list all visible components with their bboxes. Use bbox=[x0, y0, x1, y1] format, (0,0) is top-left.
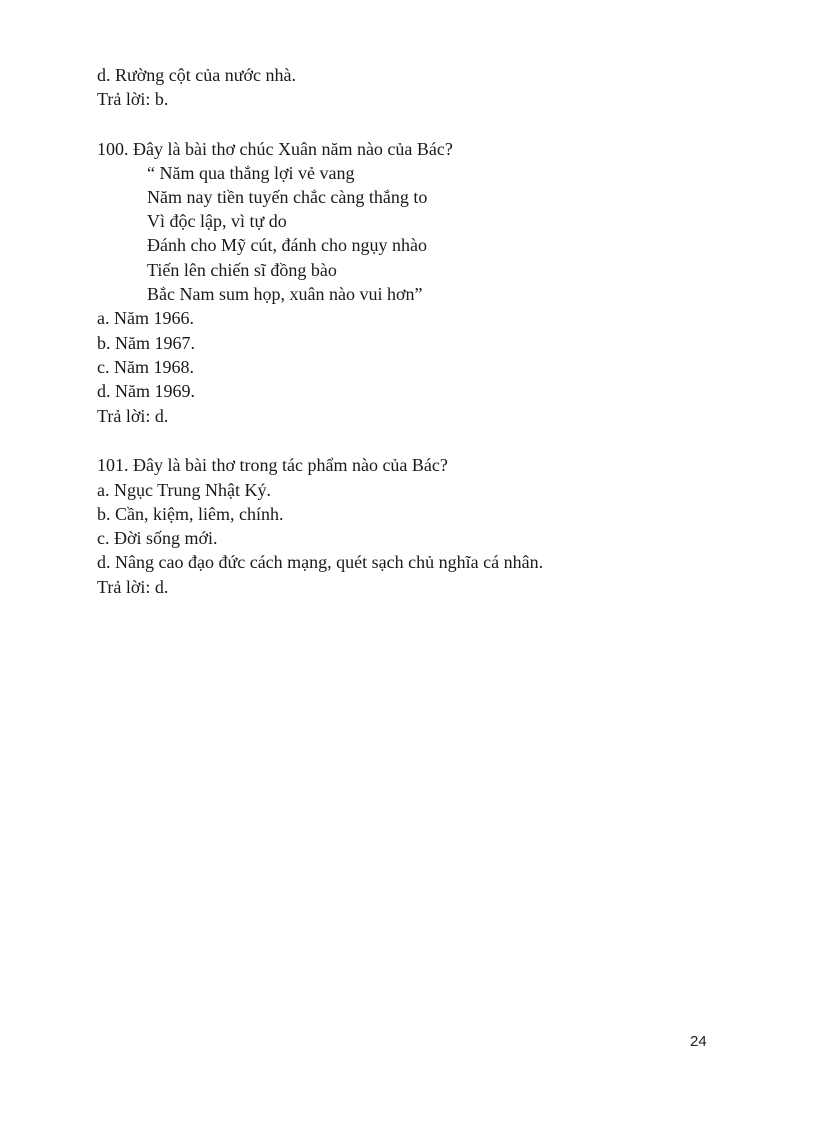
q101-answer: Trả lời: d. bbox=[97, 577, 169, 597]
q101-option-b: b. Cần, kiệm, liêm, chính. bbox=[97, 504, 284, 524]
q101-option-a: a. Ngục Trung Nhật Ký. bbox=[97, 480, 271, 500]
poem-line: Năm nay tiền tuyến chắc càng thắng to bbox=[147, 187, 428, 207]
prev-question-answer: Trả lời: b. bbox=[97, 89, 169, 109]
prev-question-option-d: d. Rường cột của nước nhà. bbox=[97, 65, 297, 85]
poem-line: Tiến lên chiến sĩ đồng bào bbox=[147, 260, 337, 280]
question-100: 100. Đây là bài thơ chúc Xuân năm nào của Bác? bbox=[97, 139, 453, 159]
q100-option-b: b. Năm 1967. bbox=[97, 333, 195, 353]
q100-answer: Trả lời: d. bbox=[97, 406, 169, 426]
poem-line: Vì độc lập, vì tự do bbox=[147, 211, 287, 231]
q100-option-c: c. Năm 1968. bbox=[97, 357, 194, 377]
poem-line: Đánh cho Mỹ cút, đánh cho ngụy nhào bbox=[147, 235, 427, 255]
poem-line: Bắc Nam sum họp, xuân nào vui hơn” bbox=[147, 284, 423, 304]
q101-option-c: c. Đời sống mới. bbox=[97, 528, 218, 548]
page-number: 24 bbox=[690, 1033, 707, 1050]
poem-line: “ Năm qua thắng lợi vẻ vang bbox=[147, 163, 355, 183]
q100-option-a: a. Năm 1966. bbox=[97, 308, 194, 328]
q100-option-d: d. Năm 1969. bbox=[97, 381, 195, 401]
question-101: 101. Đây là bài thơ trong tác phẩm nào của Bác? bbox=[97, 455, 448, 475]
q101-option-d: d. Nâng cao đạo đức cách mạng, quét sạch chủ nghĩa cá nhân. bbox=[97, 552, 544, 572]
